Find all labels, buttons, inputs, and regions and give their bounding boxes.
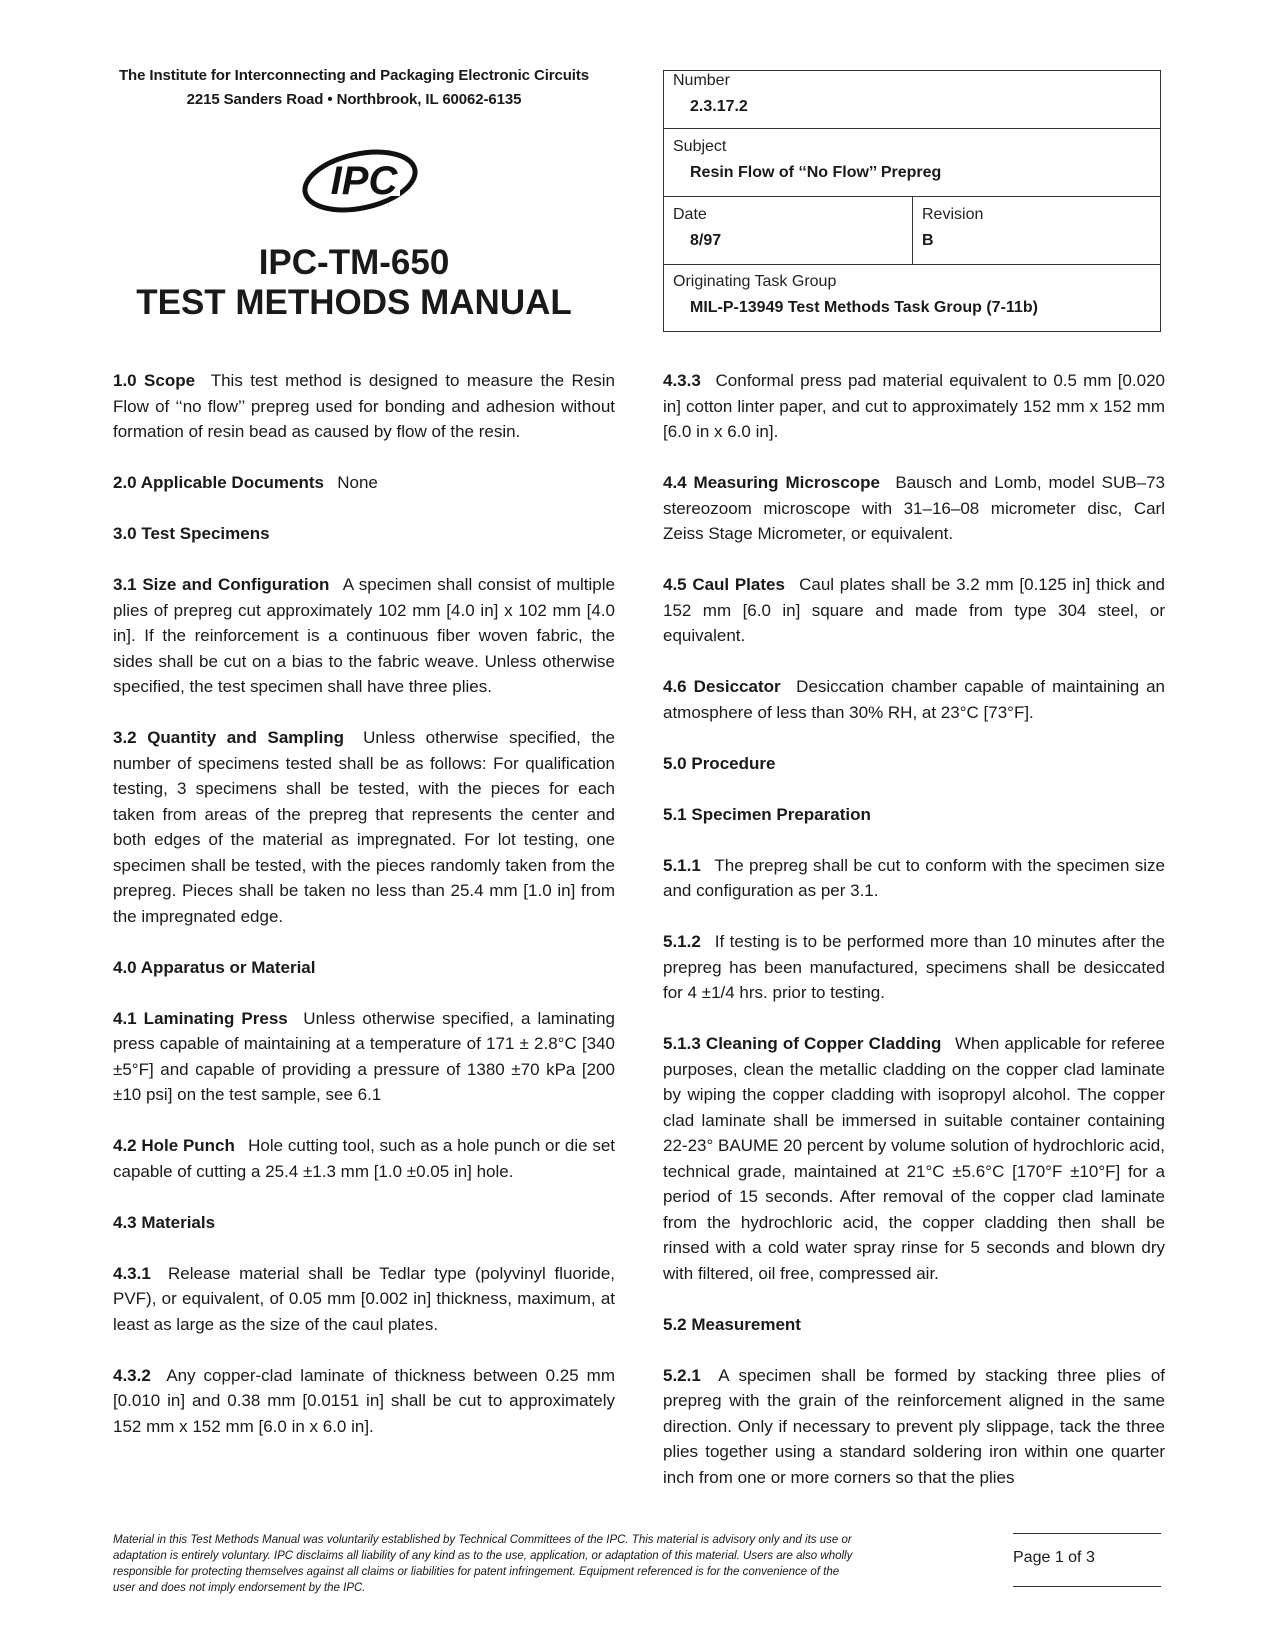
logo-text: IPC bbox=[330, 159, 398, 203]
section-body: A specimen shall be formed by stacking three plies of prepreg with the grain of the reinforcement aligned in the same direction. Only if necessary to prevent ply slippage, tack the three plies together using a standard soldering iron within one quarter inch from one or more corners so that the plies bbox=[663, 1365, 1165, 1487]
section-paragraph bbox=[113, 1261, 615, 1338]
document-info-box bbox=[663, 70, 1161, 332]
section-heading: 1.0 Scope bbox=[113, 371, 196, 390]
section-heading: 5.0 Procedure bbox=[663, 753, 776, 773]
page-number: Page 1 of 3 bbox=[1013, 1549, 1095, 1566]
task-group-label: Originating Task Group bbox=[673, 273, 837, 290]
section-paragraph bbox=[113, 521, 615, 547]
right-text-column bbox=[663, 368, 1165, 1516]
section-paragraph bbox=[113, 1006, 615, 1108]
title-line-1: IPC-TM-650 bbox=[258, 243, 450, 282]
section-body: If testing is to be performed more than 10 minutes after the prepreg has been manufactured, specimens shall be desiccated for 4 ±1/4 hrs. prior to testing. bbox=[663, 932, 1165, 1002]
section-heading: 4.4 Measuring Microscope bbox=[663, 473, 880, 492]
section-heading: 3.0 Test Specimens bbox=[113, 524, 270, 543]
section-paragraph bbox=[663, 751, 1165, 777]
section-paragraph bbox=[663, 1312, 1165, 1338]
subject-label: Subject bbox=[673, 138, 727, 155]
section-paragraph bbox=[663, 1363, 1165, 1491]
section-heading: 4.0 Apparatus or Material bbox=[113, 957, 316, 977]
organization-name: The Institute for Interconnecting and Packaging Electronic Circuits bbox=[118, 67, 590, 84]
section-body: Bausch and Lomb, model SUB–73 stereozoom microscope with 31–16–08 micrometer disc, Carl Zeiss Stage Micrometer, or equivalent. bbox=[663, 473, 1165, 543]
footer-disclaimer: Material in this Test Methods Manual was voluntarily established by Technical Committees of the IPC. This material is advisory only and its use or adaptation is entirely voluntary. IPC disclaims all liability of any kind as to the use, application, or adaptation of this material. Users are also wholly responsible for protecting themselves against all claims or liabilities for patent infringement. Equipment referenced is for the convenience of the user and does not imply endorsement by the IPC. bbox=[113, 1534, 853, 1594]
section-heading: 5.1.1 bbox=[663, 855, 701, 875]
section-body: Hole cutting tool, such as a hole punch or die set capable of cutting a 25.4 ±1.3 mm [1.0 ±0.05 in] hole. bbox=[113, 1136, 615, 1181]
section-heading: 2.0 Applicable Documents bbox=[113, 473, 324, 492]
section-paragraph bbox=[663, 1031, 1165, 1286]
section-body: The prepreg shall be cut to conform with the specimen size and configuration as per 3.1. bbox=[663, 855, 1166, 900]
section-paragraph bbox=[113, 1210, 615, 1236]
section-heading: 5.1 Specimen Preparation bbox=[663, 804, 871, 824]
section-heading: 5.2 Measurement bbox=[663, 1314, 801, 1334]
revision-value: B bbox=[922, 232, 934, 249]
section-heading: 4.3.3 bbox=[663, 371, 701, 390]
number-row bbox=[664, 71, 1160, 129]
section-paragraph bbox=[663, 572, 1165, 649]
left-text-column bbox=[113, 368, 615, 1465]
section-paragraph bbox=[113, 368, 615, 445]
subject-value: Resin Flow of ‘‘No Flow’’ Prepreg bbox=[690, 164, 942, 181]
section-paragraph bbox=[663, 368, 1165, 445]
section-body: Desiccation chamber capable of maintaining an atmosphere of less than 30% RH, at 23°C [73°F]. bbox=[663, 677, 1165, 722]
section-paragraph bbox=[113, 1133, 615, 1184]
section-paragraph bbox=[663, 802, 1165, 828]
section-heading: 4.5 Caul Plates bbox=[663, 575, 785, 594]
page-rule-bottom bbox=[1013, 1586, 1161, 1587]
section-body: Caul plates shall be 3.2 mm [0.125 in] thick and 152 mm [6.0 in] square and made from type 304 steel, or equivalent. bbox=[663, 575, 1165, 645]
section-paragraph bbox=[113, 470, 615, 496]
page-rule-top bbox=[1013, 1533, 1161, 1534]
task-group-value: MIL-P-13949 Test Methods Task Group (7-11b) bbox=[690, 299, 1038, 316]
section-heading: 4.3.2 bbox=[113, 1365, 151, 1385]
section-paragraph bbox=[113, 955, 615, 981]
section-heading: 5.2.1 bbox=[663, 1365, 701, 1385]
section-heading: 4.1 Laminating Press bbox=[113, 1008, 288, 1028]
date-label: Date bbox=[673, 206, 707, 223]
page-title bbox=[104, 243, 604, 323]
section-body: Any copper-clad laminate of thickness between 0.25 mm [0.010 in] and 0.38 mm [0.0151 in] shall be cut to approximately 152 mm x 152 mm [6.0 in x 6.0 in]. bbox=[113, 1365, 615, 1436]
section-heading: 5.1.3 Cleaning of Copper Cladding bbox=[663, 1034, 942, 1053]
section-paragraph bbox=[663, 674, 1165, 725]
section-body: When applicable for referee purposes, clean the metallic cladding on the copper clad laminate by wiping the copper cladding with isopropyl alcohol. The copper clad laminate shall be immersed in suitable container containing 22-23° BAUME 20 percent by volume solution of hydrochloric acid, technical grade, maintained at 21°C ±5.6°C [170°F ±10°F] for a period of 15 seconds. After removal of the copper clad laminate from the hydrochloric acid, the copper cladding then shall be rinsed with a cold water spray rinse for 5 seconds and blown dry with filtered, oil free, compressed air. bbox=[663, 1034, 1165, 1283]
section-heading: 3.2 Quantity and Sampling bbox=[113, 728, 345, 747]
section-heading: 4.3.1 bbox=[113, 1263, 151, 1283]
date-value: 8/97 bbox=[690, 232, 722, 249]
section-paragraph bbox=[663, 470, 1165, 547]
section-heading: 5.1.2 bbox=[663, 932, 701, 951]
section-body: Unless otherwise specified, a laminating press capable of maintaining at a temperature of 171 ± 2.8°C [340 ±5°F] and capable of providing a pressure of 1380 ±70 kPa [200 ±10 psi] on the test sample, see 6.1 bbox=[113, 1008, 615, 1104]
section-paragraph bbox=[663, 853, 1165, 904]
section-paragraph bbox=[663, 929, 1165, 1006]
number-value: 2.3.17.2 bbox=[690, 98, 748, 115]
section-paragraph bbox=[113, 1363, 615, 1440]
organization-address: 2215 Sanders Road • Northbrook, IL 60062-6135 bbox=[186, 91, 522, 108]
number-label: Number bbox=[673, 72, 730, 89]
date-revision-row bbox=[664, 197, 1160, 265]
section-heading: 4.2 Hole Punch bbox=[113, 1136, 235, 1155]
section-body: Unless otherwise specified, the number of specimens tested shall be as follows: For qualification testing, 3 specimens shall be tested, with the pieces for each taken from areas of the prepreg that represents the center and both edges of the material as impregnated. For lot testing, one specimen shall be tested, with the pieces randomly taken from the prepreg. Pieces shall be taken no less than 25.4 mm [1.0 in] from the impregnated edge. bbox=[113, 728, 615, 926]
organization-header bbox=[104, 64, 604, 112]
section-heading: 4.3 Materials bbox=[113, 1212, 216, 1232]
section-body: A specimen shall consist of multiple plies of prepreg cut approximately 102 mm [4.0 in] x 102 mm [4.0 in]. If the reinforcement is a continuous fiber woven fabric, the sides shall be cut on a bias to the fabric weave. Unless otherwise specified, the test specimen shall have three plies. bbox=[113, 575, 615, 696]
cell-divider bbox=[912, 197, 913, 264]
task-group-row bbox=[664, 265, 1160, 333]
ipc-logo bbox=[300, 148, 424, 214]
section-paragraph bbox=[113, 725, 615, 929]
subject-row bbox=[664, 129, 1160, 197]
section-heading: 3.1 Size and Configuration bbox=[113, 575, 330, 594]
section-body: None bbox=[337, 473, 378, 492]
section-body: Release material shall be Tedlar type (polyvinyl fluoride, PVF), or equivalent, of 0.05 mm [0.002 in] thickness, maximum, at least as large as the size of the caul plates. bbox=[113, 1263, 616, 1334]
section-paragraph bbox=[113, 572, 615, 700]
revision-label: Revision bbox=[922, 206, 984, 223]
section-heading: 4.6 Desiccator bbox=[663, 677, 781, 696]
section-body: Conformal press pad material equivalent to 0.5 mm [0.020 in] cotton linter paper, and cut to approximately 152 mm x 152 mm [6.0 in x 6.0 in]. bbox=[663, 371, 1165, 441]
section-body: This test method is designed to measure the Resin Flow of ‘‘no flow’’ prepreg used for bonding and adhesion without formation of resin bead as caused by flow of the resin. bbox=[113, 371, 616, 441]
title-line-2: TEST METHODS MANUAL bbox=[136, 283, 572, 322]
